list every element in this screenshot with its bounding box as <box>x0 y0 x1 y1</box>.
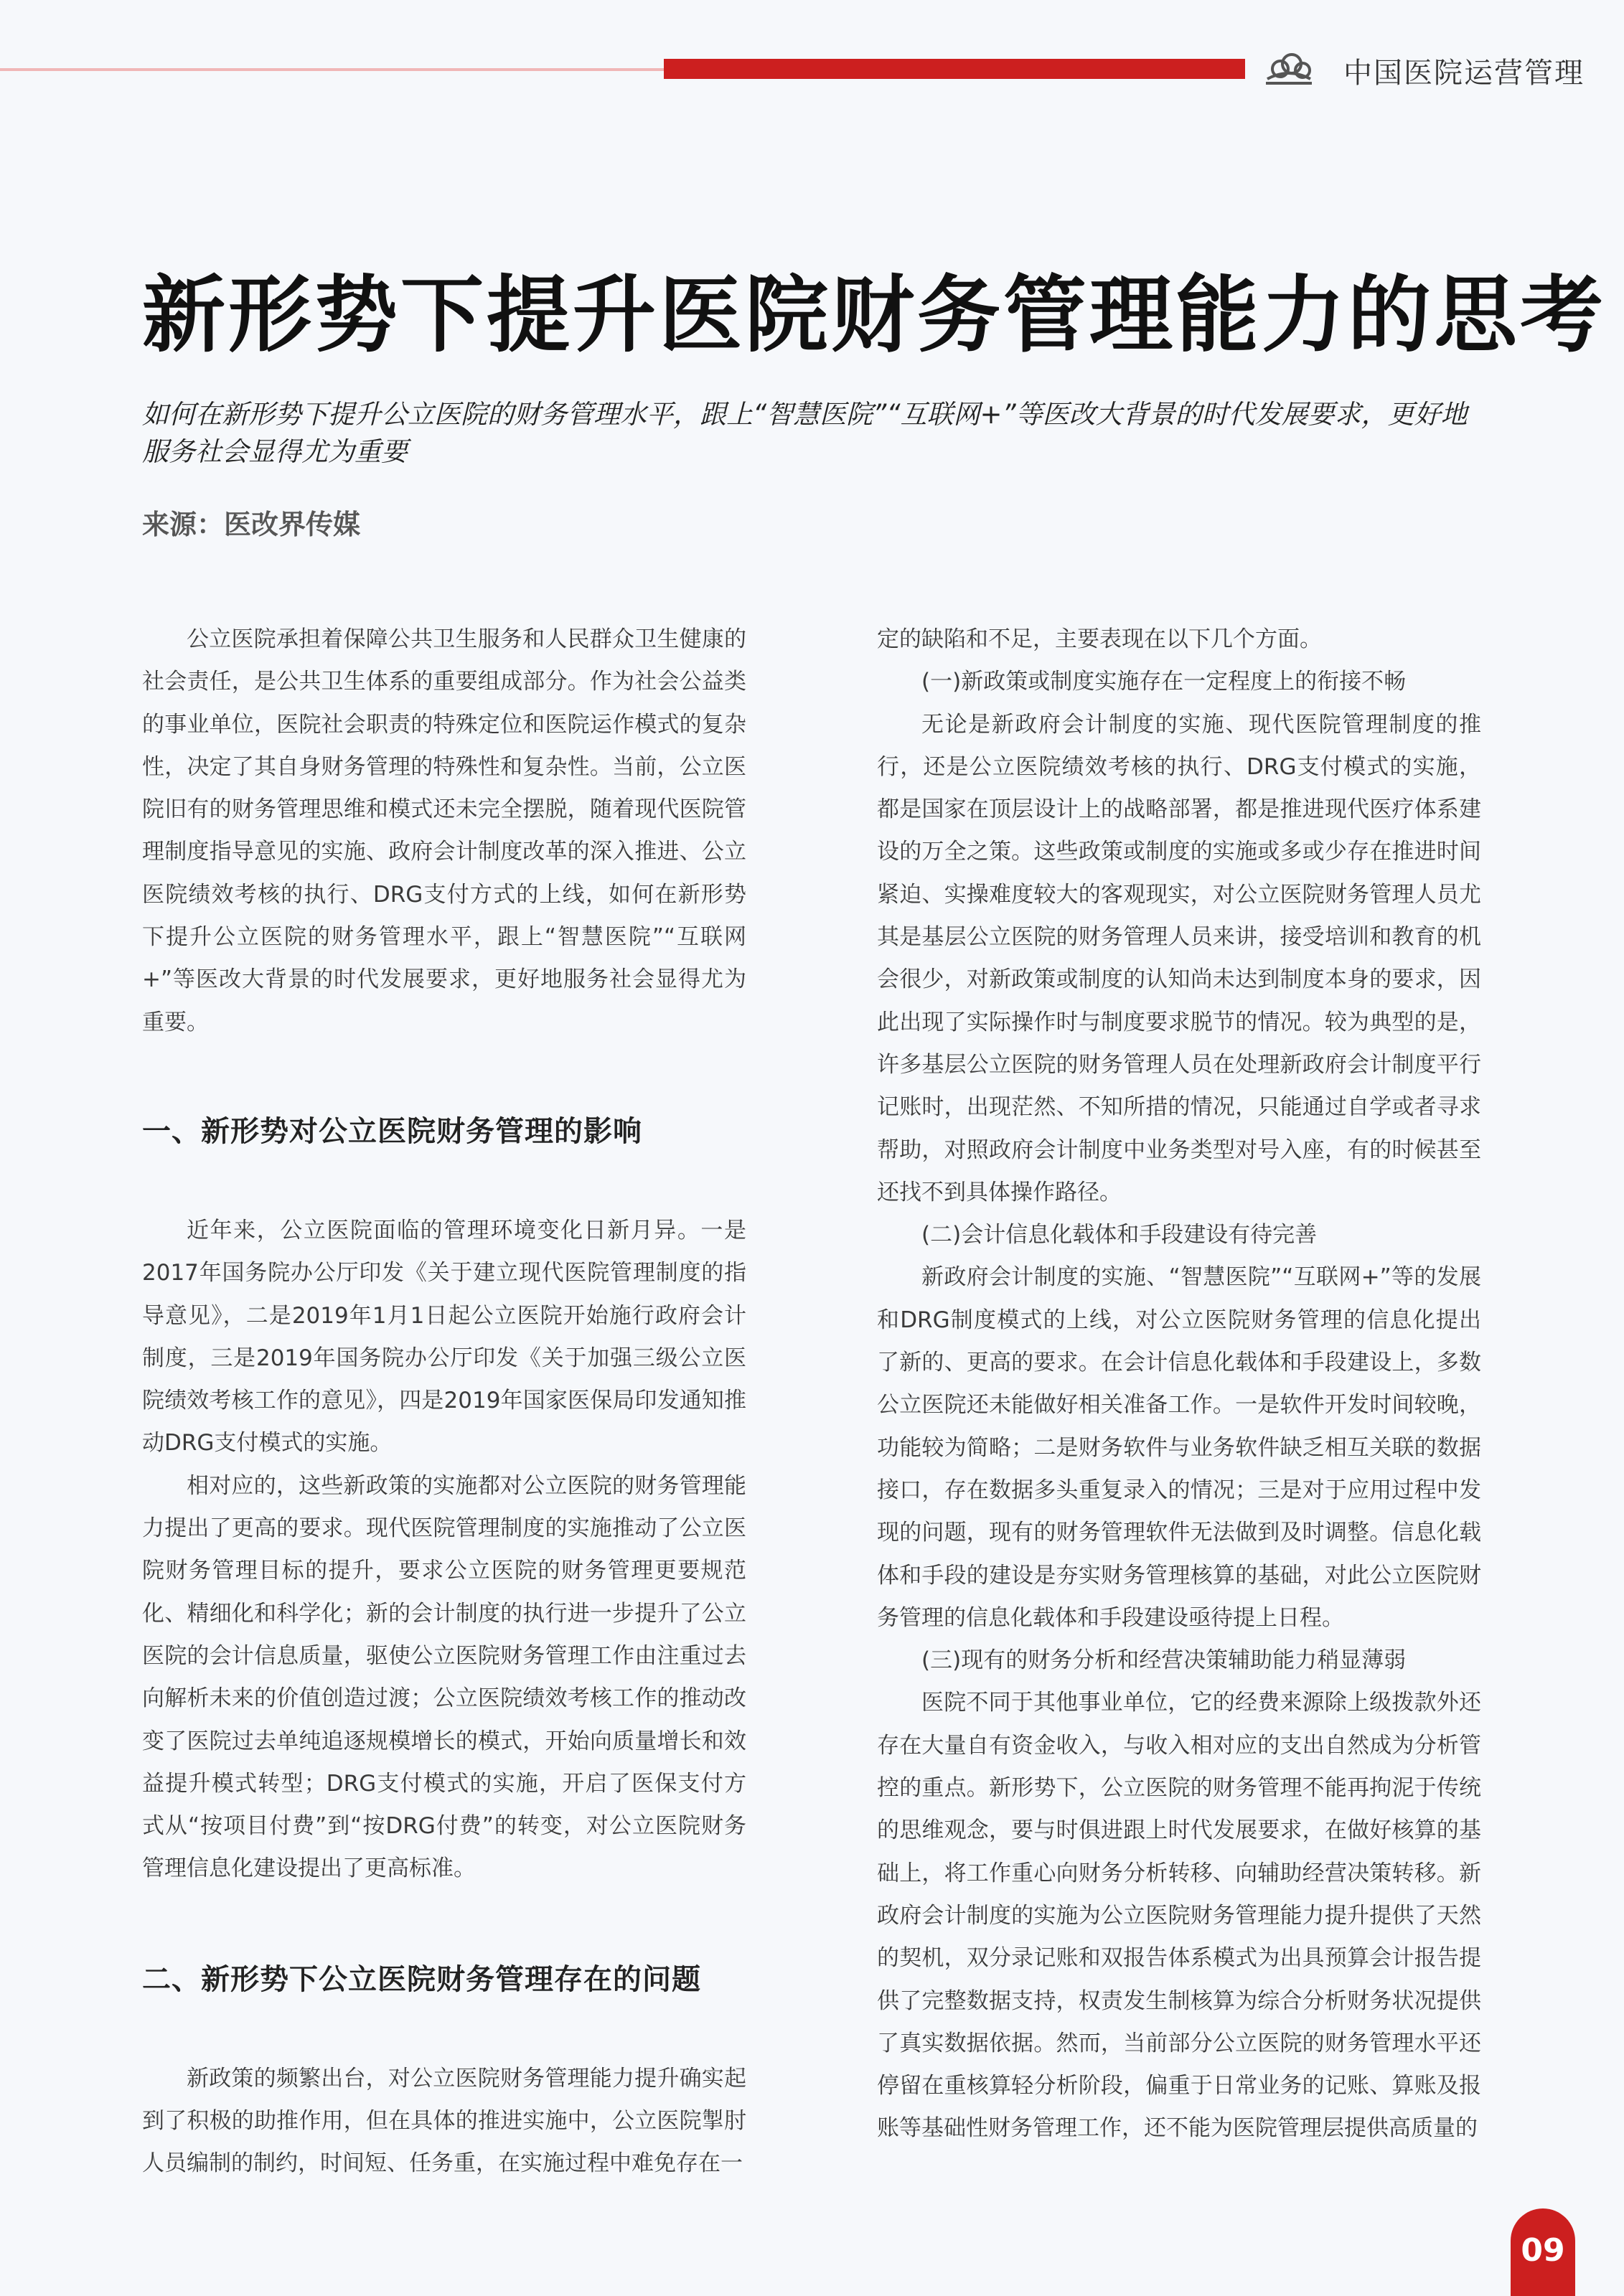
subheading-3: (三)现有的财务分析和经营决策辅助能力稍显薄弱 <box>921 1647 1407 1674</box>
section-heading-1: 一、新形势对公立医院财务管理的影响 <box>142 1114 642 1148</box>
left-column <box>142 618 746 2186</box>
section1-paragraph-1: 近年来，公立医院面临的管理环境变化日新月异。一是2017年国务院办公厅印发《关于建立现代医院管理制度的指导意见》，二是2019年1月1日起公立医院开始施行政府会计制度，三是2019年国务院办公厅印发《关于加强三级公立医院绩效考核工作的意见》，四是2019年国家医保局印发通知推动DRG支付模式的实施。 <box>142 1217 746 1457</box>
header-rule-red <box>664 59 1245 79</box>
subsection3-paragraph: 医院不同于其他事业单位，它的经费来源除上级拨款外还存在大量自有资金收入，与收入相对应的支出自然成为分析管控的重点。新形势下，公立医院的财务管理不能再拘泥于传统的思维观念，要与时俱进跟上时代发展要求，在做好核算的基础上，将工作重心向财务分析转移、向辅助经营决策转移。新政府会计制度的实施为公立医院财务管理能力提升提供了天然的契机，双分录记账和双报告体系模式为出具预算会计报告提供了完整数据支持，权责发生制核算为综合分析财务状况提供了真实数据依据。然而，当前部分公立医院的财务管理水平还停留在重核算轻分析阶段，偏重于日常业务的记账、算账及报账等基础性财务管理工作，还不能为医院管理层提供高质量的 <box>877 1690 1481 2142</box>
right-column <box>877 618 1481 2150</box>
section1-paragraph-2: 相对应的，这些新政策的实施都对公立医院的财务管理能力提出了更高的要求。现代医院管理制度的实施推动了公立医院财务管理目标的提升，要求公立医院的财务管理更要规范化、精细化和科学化；新的会计制度的执行进一步提升了公立医院的会计信息质量，驱使公立医院财务管理工作由注重过去向解析未来的价值创造过渡；公立医院绩效考核工作的推动改变了医院过去单纯追逐规模增长的模式，开始向质量增长和效益提升模式转型；DRG支付模式的实施，开启了医保支付方式从“按项目付费”到“按DRG付费”的转变，对公立医院财务管理信息化建设提出了更高标准。 <box>142 1472 746 1882</box>
continued-paragraph: 定的缺陷和不足，主要表现在以下几个方面。 <box>877 626 1322 652</box>
page-number: 09 <box>1511 2208 1575 2296</box>
article-title: 新形势下提升医院财务管理能力的思考 <box>142 267 1606 364</box>
article-source: 来源：医改界传媒 <box>142 509 361 540</box>
subheading-2: (二)会计信息化载体和手段建设有待完善 <box>921 1222 1318 1248</box>
cloud-logo-icon <box>1263 53 1315 88</box>
section-heading-2: 二、新形势下公立医院财务管理存在的问题 <box>142 1962 701 1996</box>
article-subtitle: 如何在新形势下提升公立医院的财务管理水平，跟上“智慧医院”“互联网+”等医改大背景的时代发展要求，更好地服务社会显得尤为重要 <box>142 399 1468 467</box>
intro-paragraph: 公立医院承担着保障公共卫生服务和人民群众卫生健康的社会责任，是公共卫生体系的重要组成部分。作为社会公益类的事业单位，医院社会职责的特殊定位和医院运作模式的复杂性，决定了其自身财务管理的特殊性和复杂性。当前，公立医院旧有的财务管理思维和模式还未完全摆脱，随着现代医院管理制度指导意见的实施、政府会计制度改革的深入推进、公立医院绩效考核的执行、DRG支付方式的上线，如何在新形势下提升公立医院的财务管理水平，跟上“智慧医院”“互联网+”等医改大背景的时代发展要求，更好地服务社会显得尤为重要。 <box>142 626 746 1035</box>
section2-paragraph-1: 新政策的频繁出台，对公立医院财务管理能力提升确实起到了积极的助推作用，但在具体的推进实施中，公立医院掣肘人员编制的制约，时间短、任务重，在实施过程中难免存在一 <box>142 2065 746 2177</box>
subheading-1: (一)新政策或制度实施存在一定程度上的衔接不畅 <box>921 669 1407 695</box>
brand-name: 中国医院运营管理 <box>1343 57 1585 90</box>
subsection2-paragraph: 新政府会计制度的实施、“智慧医院”“互联网+”等的发展和DRG制度模式的上线，对公立医院财务管理的信息化提出了新的、更高的要求。在会计信息化载体和手段建设上，多数公立医院还未能做好相关准备工作。一是软件开发时间较晚，功能较为简略；二是财务软件与业务软件缺乏相互关联的数据接口，存在数据多头重复录入的情况；三是对于应用过程中发现的问题，现有的财务管理软件无法做到及时调整。信息化载体和手段的建设是夯实财务管理核算的基础，对此公立医院财务管理的信息化载体和手段建设亟待提上日程。 <box>877 1264 1481 1631</box>
subsection1-paragraph: 无论是新政府会计制度的实施、现代医院管理制度的推行，还是公立医院绩效考核的执行、DRG支付模式的实施，都是国家在顶层设计上的战略部署，都是推进现代医疗体系建设的万全之策。这些政策或制度的实施或多或少存在推进时间紧迫、实操难度较大的客观现实，对公立医院财务管理人员尤其是基层公立医院的财务管理人员来讲，接受培训和教育的机会很少，对新政策或制度的认知尚未达到制度本身的要求，因此出现了实际操作时与制度要求脱节的情况。较为典型的是，许多基层公立医院的财务管理人员在处理新政府会计制度平行记账时，出现茫然、不知所措的情况，只能通过自学或者寻求帮助，对照政府会计制度中业务类型对号入座，有的时候甚至还找不到具体操作路径。 <box>877 711 1481 1205</box>
header-rule-gray <box>0 68 664 71</box>
